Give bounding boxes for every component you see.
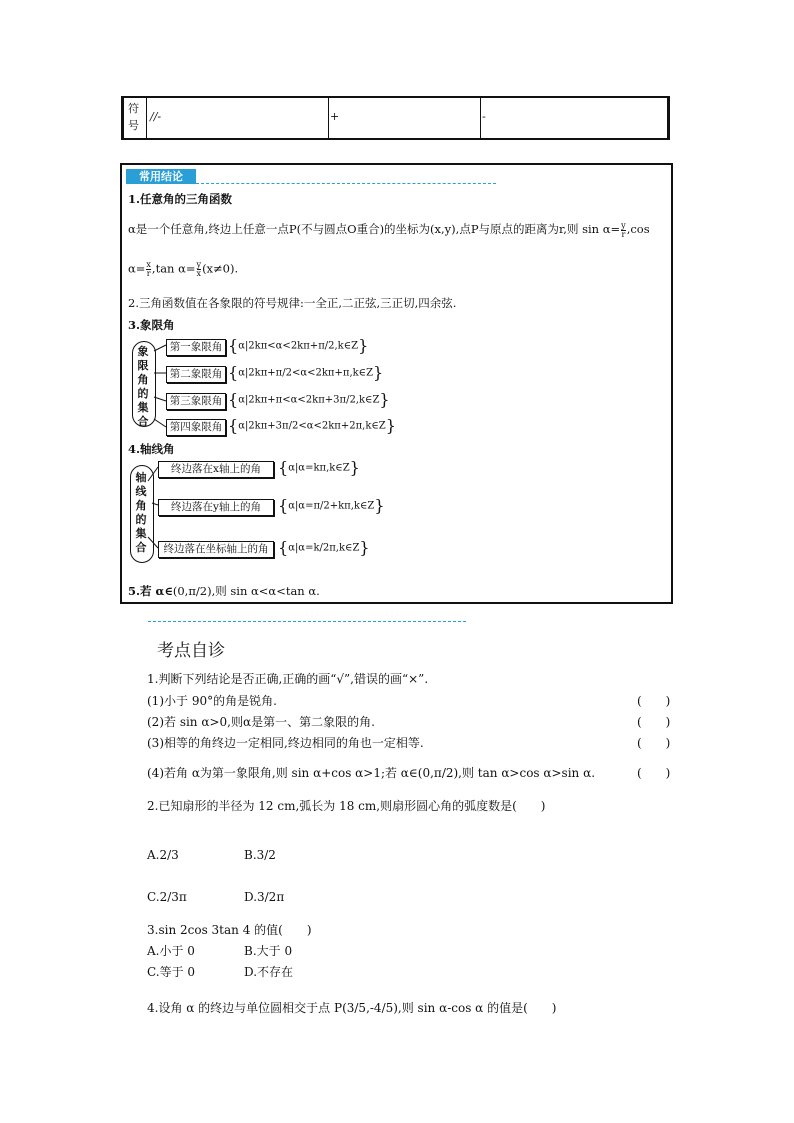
vchar: 集	[135, 527, 147, 540]
item1-line2-b: ,tan α=	[151, 261, 196, 276]
q1-item-3: (3)相等的角终边一定相同,终边相同的角也一定相等.	[147, 736, 424, 750]
item3-title: 3.象限角	[128, 318, 175, 332]
q3-option-c[interactable]: C.等于 0	[147, 965, 196, 979]
sign-cell-2	[328, 98, 481, 138]
quadrant-label-1: 第一象限角	[166, 339, 226, 356]
quadrant-set-4: {α|2kπ+3π/2<α<2kπ+2π,k∈Z}	[228, 416, 396, 435]
set-text: α|2kπ+3π/2<α<2kπ+2π,k∈Z	[238, 420, 386, 432]
item1-line1-tail: ,cos	[626, 222, 650, 236]
frac-num: y	[196, 260, 202, 269]
answer-blank-3[interactable]: ( )	[637, 736, 671, 750]
answer-blank-4[interactable]: ( )	[637, 766, 671, 780]
question-4: 4.设角 α 的终边与单位圆相交于点 P(3/5,-4/5),则 sin α-cos α 的值是( )	[147, 1001, 557, 1015]
q2-option-b[interactable]: B.3/2	[244, 848, 276, 862]
vchar: 的	[137, 387, 149, 400]
q3-option-a[interactable]: A.小于 0	[147, 944, 195, 958]
sign-cell-1	[146, 98, 329, 138]
item2-text: 2.三角函数值在各象限的符号规律:一全正,二正弦,三正切,四余弦.	[128, 296, 457, 310]
frac-den: x	[196, 269, 202, 278]
section-divider	[148, 621, 466, 622]
q1-item-4: (4)若角 α为第一象限角,则 sin α+cos α>1;若 α∈(0,π/2),则 tan α>cos α>sin α.	[147, 766, 596, 780]
q1-item-1: (1)小于 90°的角是锐角.	[147, 694, 277, 708]
vchar: 角	[135, 499, 147, 512]
vchar: 合	[137, 415, 149, 428]
frac-den: r	[621, 229, 626, 239]
item5-a: 5.若 α∈	[128, 584, 173, 598]
section-title: 考点自诊	[157, 641, 225, 661]
item5-b: ,则 sin α<α<tan α.	[211, 584, 320, 598]
answer-blank-1[interactable]: ( )	[637, 694, 671, 708]
quadrant-connectors	[122, 165, 675, 606]
quadrant-label-3: 第三象限角	[166, 393, 226, 410]
item5	[128, 583, 320, 599]
set-text: α|α=k/2π,k∈Z	[288, 542, 360, 554]
set-text: α|α=π/2+kπ,k∈Z	[288, 500, 375, 512]
quadrant-set-3: {α|2kπ+π<α<2kπ+3π/2,k∈Z}	[228, 390, 390, 409]
q1-item-2: (2)若 sin α>0,则α是第一、第二象限的角.	[147, 715, 375, 729]
item1-line1-text: α是一个任意角,终边上任意一点P(不与圆点O重合)的坐标为(x,y),点P与原点的距离为r,则 sin α=	[128, 222, 621, 236]
vchar: 线	[135, 485, 147, 498]
sign-header-cell	[124, 98, 147, 138]
q2-option-a[interactable]: A.2/3	[147, 848, 179, 862]
quadrant-label-2: 第二象限角	[166, 366, 226, 383]
set-text: α|α=kπ,k∈Z	[288, 462, 350, 474]
question-3: 3.sin 2cos 3tan 4 的值( )	[147, 923, 312, 937]
vchar: 合	[135, 541, 147, 554]
item1-title: 1.任意角的三角函数	[128, 192, 233, 206]
q3-option-b[interactable]: B.大于 0	[244, 944, 293, 958]
item1-line2-a: α=	[128, 261, 146, 276]
question-1: 1.判断下列结论是否正确,正确的画“√”,错误的画“×”.	[147, 672, 429, 686]
vchar: 角	[137, 373, 149, 386]
sign-header: 符号	[128, 102, 139, 132]
set-text: α|2kπ<α<2kπ+π/2,k∈Z	[238, 340, 359, 352]
item5-interval: (0,π/2)	[172, 584, 212, 598]
q2-option-d[interactable]: D.3/2π	[244, 890, 285, 904]
q2-option-c[interactable]: C.2/3π	[147, 890, 187, 904]
item4-title: 4.轴线角	[128, 442, 175, 456]
vchar: 集	[137, 401, 149, 414]
set-text: α|2kπ+π/2<α<2kπ+π,k∈Z	[238, 367, 374, 379]
frac-num: x	[146, 260, 151, 269]
conclusions-banner: 常用结论	[126, 169, 196, 184]
axis-set-coord: {α|α=k/2π,k∈Z}	[278, 538, 370, 557]
vchar: 限	[137, 359, 149, 372]
q3-option-d[interactable]: D.不存在	[244, 965, 294, 979]
item1-line2-c: (x≠0).	[202, 261, 239, 276]
vchar: 象	[137, 345, 149, 358]
frac-den: r	[146, 269, 151, 278]
sign-value-3: -	[482, 110, 486, 123]
set-text: α|2kπ+π<α<2kπ+3π/2,k∈Z	[238, 394, 380, 406]
vchar: 的	[135, 513, 147, 526]
common-conclusions-box	[120, 163, 673, 604]
sign-cell-3	[480, 98, 666, 138]
sign-value-1: //-	[150, 110, 162, 123]
quadrant-set-2: {α|2kπ+π/2<α<2kπ+π,k∈Z}	[228, 363, 384, 382]
quadrant-set-1: {α|2kπ<α<2kπ+π/2,k∈Z}	[228, 336, 369, 355]
axis-label-y: 终边落在y轴上的角	[158, 499, 274, 516]
vchar: 轴	[135, 471, 147, 484]
frac-num: y	[621, 220, 626, 230]
axis-label-x: 终边落在x轴上的角	[158, 461, 274, 478]
axis-set-y: {α|α=π/2+kπ,k∈Z}	[278, 496, 385, 515]
answer-blank-2[interactable]: ( )	[637, 715, 671, 729]
axis-label-coord: 终边落在坐标轴上的角	[158, 541, 274, 558]
question-2: 2.已知扇形的半径为 12 cm,弧长为 18 cm,则扇形圆心角的弧度数是( )	[147, 799, 546, 813]
axis-set-x: {α|α=kπ,k∈Z}	[278, 458, 360, 477]
axis-vertical-label	[134, 471, 148, 555]
sign-value-2: +	[330, 110, 340, 123]
quadrant-label-4: 第四象限角	[166, 419, 226, 436]
sign-table	[121, 96, 670, 140]
